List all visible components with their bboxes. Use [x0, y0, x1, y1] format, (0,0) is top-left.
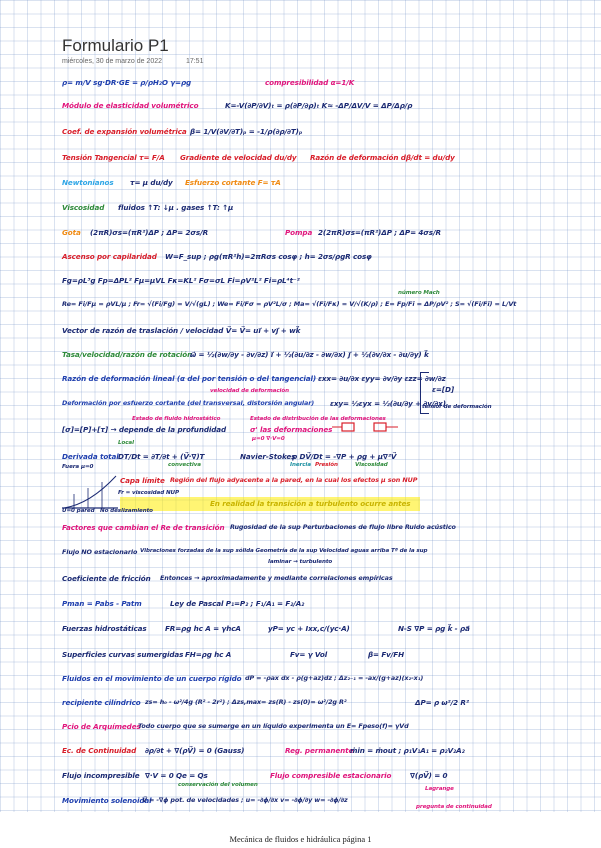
note-compressibility: compresibilidad α=1/K [265, 78, 355, 87]
note-forces: Fg=ρL³g Fp=ΔPL² Fμ=μVL Fκ=KL² Fσ=σL Fi=ρV²L² Fi=ρL⁴t⁻² [62, 276, 300, 285]
page-footer: Mecánica de fluidos e hidráulica página 1 [229, 834, 372, 844]
note-unsteady-flow-label: Flujo NO estacionario [62, 548, 138, 556]
note-cylinder: zs= h₀ - ω²/4g (R² - 2r²) ; Δzs,max= zs(R) - zs(0)= ω²/2g R² [145, 698, 347, 706]
note-continuity-question: pregunta de continuidad [416, 804, 492, 810]
note-unsteady-flow: Vibraciones forzadas de la sup sólida Geometría de la sup Velocidad aguas arriba Tª de la sup [140, 548, 428, 554]
note-center-pressure: yP= yc + Ixx,c/(yc·A) [268, 624, 350, 633]
note-cylinder-label: recipiente cilíndrico [62, 698, 141, 707]
note-transition-factors: Rugosidad de la sup Perturbaciones de flujo libre Ruido acústico [230, 523, 456, 531]
note-distribution-state: Estado de distribución de las deformaciones [250, 416, 386, 422]
note-solenoidal-label: Movimiento solenoidal [62, 796, 152, 805]
page-date: miércoles, 30 de marzo de 2022 [62, 58, 162, 65]
note-linear-strain: εxx= ∂u/∂x εyy= ∂v/∂y εzz= ∂w/∂z [318, 374, 446, 383]
note-transition-factors-label: Factores que cambian el Re de transición [62, 523, 225, 532]
note-steady-regime: ṁin = ṁout ; ρ₁V₁A₁ = ρ₂V₂A₂ [350, 746, 465, 755]
note-viscous-region: Fr = viscosidad NUP [118, 490, 179, 496]
note-newtonian-label: Newtonianos [62, 178, 114, 187]
note-strain-tensor: ε=[D] [432, 385, 455, 394]
note-bubble-label: Pompa [285, 228, 313, 237]
note-lagrange: Lagrange [425, 786, 454, 792]
note-zero-viscosity: μ=0 ∇·V=0 [252, 436, 285, 442]
note-archimedes-label: Pcio de Arquímedes [62, 722, 141, 731]
note-mach-label: número Mach [398, 290, 440, 296]
note-deformation-tensor: tensor de deformación [422, 404, 492, 410]
note-boundary-layer: Región del flujo adyacente a la pared, en la cual los efectos μ son NUP [170, 476, 418, 484]
note-cylinder-pressure: ΔP= ρ ω²/2 R² [415, 698, 469, 707]
note-incompressible: ∇·V = 0 Qe = Qs [145, 771, 208, 780]
note-solenoidal: V⃗ = -∇ϕ pot. de velocidades ; u= -∂ϕ/∂x v= -∂ϕ/∂y w= -∂ϕ/∂z [142, 796, 348, 804]
note-ns-hydrostatic: N-S ∇P = ρg k⃗ - ρa⃗ [398, 624, 470, 633]
note-bubble: 2(2πR)σs=(πR²)ΔP ; ΔP= 4σs/R [318, 228, 441, 237]
note-friction: Entonces → aproximadamente y mediante correlaciones empíricas [160, 574, 393, 582]
note-newtonian: τ= μ du/dy [130, 178, 173, 187]
note-volume-conservation: conservación del volumen [178, 782, 258, 788]
note-rotation: ω⃗ = ½(∂w/∂y - ∂v/∂z) i⃗ + ½(∂u/∂z - ∂w/∂x) j⃗ + ½(∂v/∂x - ∂u/∂y) k⃗ [190, 350, 429, 359]
note-capillarity-label: Ascenso por capilaridad [62, 252, 157, 261]
note-incompressible-label: Flujo incompresible [62, 771, 140, 780]
note-compressible: ∇(ρV⃗) = 0 [410, 771, 448, 780]
note-translation-vector: Vector de razón de traslación / velocidad V⃗= V⃗= ui⃗ + vj⃗ + wk⃗ [62, 326, 301, 335]
note-hydrostatic-force: FR=ρg hc A = γhcA [165, 624, 241, 633]
note-expansion-label: Coef. de expansión volumétrica [62, 127, 187, 136]
note-continuity-label: Ec. de Continuidad [62, 746, 137, 755]
note-pressure-label: Presión [315, 462, 338, 468]
note-transition: En realidad la transición a turbulento ocurre antes [210, 499, 411, 508]
note-shear-strain-label: Deformación por esfuerzo cortante (del transversal, distorsión angular) [62, 399, 315, 407]
note-rigid-body: dP = -ρax dx - ρ(g+az)dz ; Δz₂₋₁ = -ax/(g+az)(x₂-x₁) [245, 674, 424, 682]
note-inertia-label: Inercia [290, 462, 311, 468]
note-viscosity: fluidos ↑T: ↓μ . gases ↑T: ↑μ [118, 203, 234, 212]
note-shear-force: Esfuerzo cortante F= τA [185, 178, 281, 187]
note-deformation-velocity: velocidad de deformación [210, 388, 290, 394]
note-wall: U=0 pared [62, 508, 95, 514]
note-velocity-gradient: Gradiente de velocidad du/dy [180, 153, 297, 162]
note-capillarity: W=F_sup ; ρg(πR²h)=2πRσs cosφ ; h= 2σs/ρgR cosφ [165, 252, 372, 261]
note-drop-label: Gota [62, 228, 81, 237]
note-rigid-body-label: Fluidos en el movimiento de un cuerpo rígido [62, 674, 242, 683]
note-viscosity-label: Viscosidad [62, 203, 105, 212]
note-compressible-label: Flujo compresible estacionario [270, 771, 392, 780]
note-no-slip: No deslizamiento [100, 508, 153, 514]
note-vertical-force: Fv= γ Vol [290, 650, 328, 659]
diagram-box-right [374, 423, 386, 431]
diagram-box-left [342, 423, 354, 431]
note-drop: (2πR)σs=(πR²)ΔP ; ΔP= 2σs/R [90, 228, 209, 237]
note-local-label: Local [118, 440, 134, 446]
note-convective-label: convectiva [168, 462, 201, 468]
page-time: 17:51 [185, 58, 204, 65]
note-hydrostatic-state: Estado de fluido hidrostático [132, 416, 221, 422]
note-outside-inviscid: Fuera μ=0 [62, 464, 94, 470]
note-dimensionless: Re= Fi/Fμ = ρVL/μ ; Fr= √(Fi/Fg) = V/√(gL) ; We= Fi/Fσ = ρV²L/σ ; Ma= √(Fi/Fκ) = V/√(K/ρ) ; E= Fp/Fi = ΔP/ρV² ; S= √(Fi/Fi) = L/Vt [62, 300, 517, 308]
note-laminar-turbulent: laminar → turbulento [268, 559, 333, 565]
note-archimedes: Todo cuerpo que se sumerge en un líquido experimenta un E= Fpeso(f)= γVd [138, 722, 409, 730]
note-navier-stokes: ρ DV⃗/Dt = -∇P + ρg + μ∇²V⃗ [292, 452, 397, 461]
stress-diagram [330, 420, 400, 434]
note-force-angle: β= Fv/FH [368, 650, 405, 659]
note-total-derivative: DT/Dt = ∂T/∂t + (V⃗·∇)T [118, 452, 205, 461]
note-shear-strain: εxy= ½εyx = ½(∂u/∂y + ∂v/∂x) [330, 399, 446, 408]
page-meta [62, 58, 203, 65]
note-linear-strain-label: Razón de deformación lineal (α del por tensión o del tangencial) [62, 374, 317, 383]
note-density: ρ= m/V sg·DR·GE = ρ/ρH₂O γ=ρg [62, 78, 192, 87]
note-curved-surfaces-label: Superficies curvas sumergidas [62, 650, 184, 659]
note-strain-rate: Razón de deformación dβ/dt = du/dy [310, 153, 455, 162]
note-stress-tensor: [σ]=[P]+[τ] → depende de la profundidad [62, 425, 227, 434]
note-steady-regime-label: Reg. permanente [285, 746, 354, 755]
note-friction-label: Coeficiente de fricción [62, 574, 151, 583]
note-hydrostatic-label: Fuerzas hidrostáticas [62, 624, 147, 633]
note-horizontal-force: FH=ρg hc A [185, 650, 232, 659]
page-title: Formulario P1 [62, 36, 169, 55]
note-continuity: ∂ρ/∂t + ∇(ρV⃗) = 0 (Gauss) [145, 746, 245, 755]
note-pascal: Ley de Pascal P₁=P₂ ; F₁/A₁ = F₂/A₂ [170, 599, 305, 608]
sketch-layer-curve [64, 476, 116, 508]
note-rotation-label: Tasa/velocidad/razón de rotación [62, 350, 193, 359]
note-boundary-layer-label: Capa límite [120, 476, 165, 485]
note-deformations: σ' las deformaciones [250, 425, 333, 434]
note-total-derivative-label: Derivada total [62, 452, 119, 461]
note-bulk-modulus: K=-V(∂P/∂V)ₜ = ρ(∂P/∂ρ)ₜ K≈ -ΔP/ΔV/V = ΔP/Δρ/ρ [225, 101, 413, 110]
note-navier-stokes-label: Navier-Stokes [240, 452, 296, 461]
note-expansion: β= 1/V(∂V/∂T)ₚ = -1/ρ(∂ρ/∂T)ₚ [190, 127, 303, 136]
note-shear-stress: Tensión Tangencial τ= F/A [62, 153, 165, 162]
note-gauge-pressure: Pman = Pabs - Patm [62, 599, 142, 608]
note-viscosity-term-label: Viscosidad [355, 462, 388, 468]
note-bulk-modulus-label: Módulo de elasticidad volumétrico [62, 101, 199, 110]
